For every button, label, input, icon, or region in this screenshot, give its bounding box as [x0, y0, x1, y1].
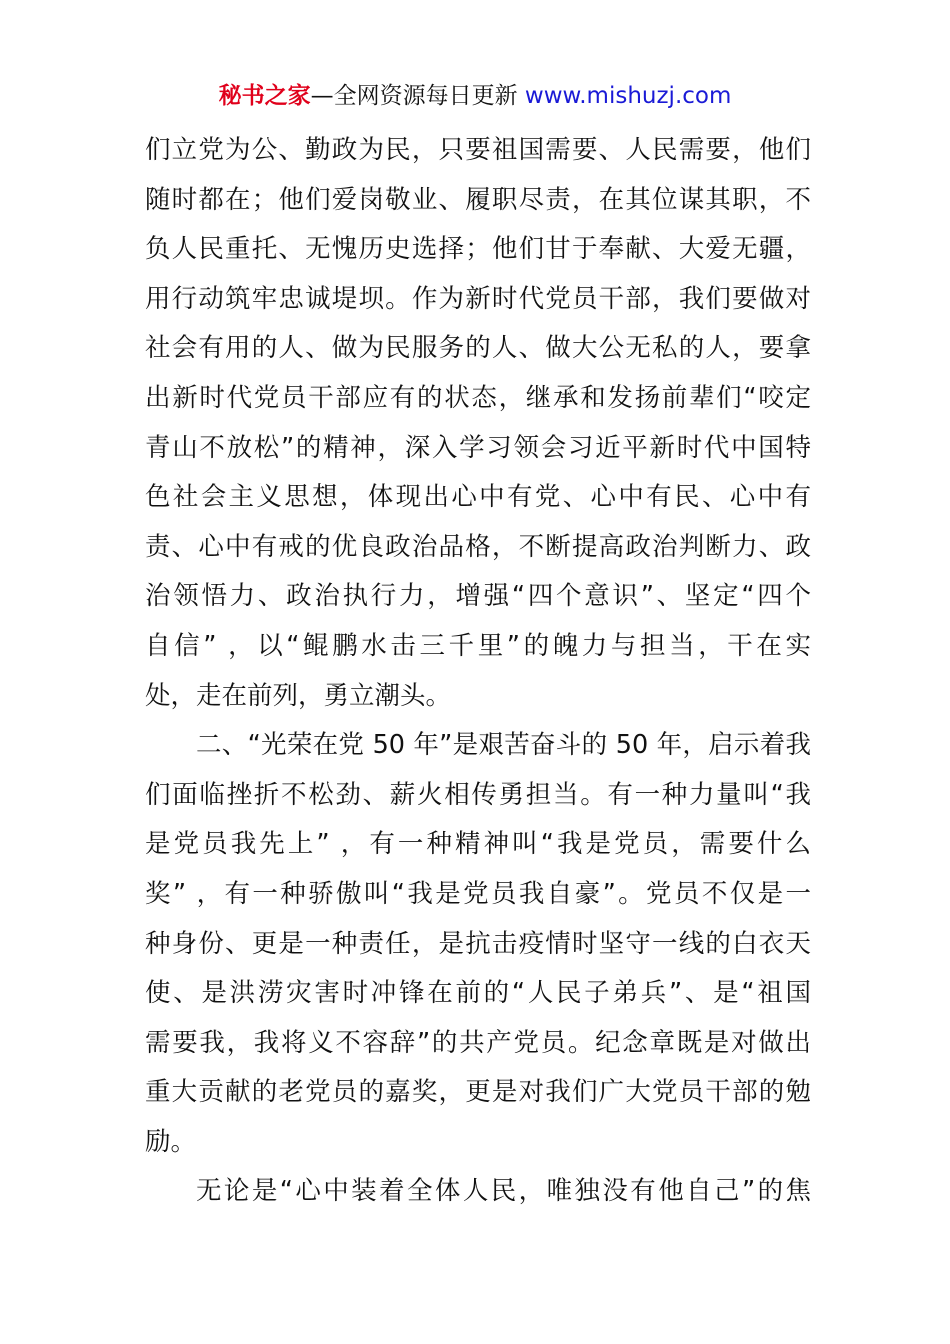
- text-line: 二、“光荣在党 50 年”是艰苦奋斗的 50 年，启示着我: [196, 730, 811, 761]
- text-line: 负人民重托、无愧历史选择；他们甘于奉献、大爱无疆，: [145, 234, 811, 265]
- text-line: 出新时代党员干部应有的状态，继承和发扬前辈们“咬定: [145, 382, 811, 413]
- text-line: 奖” ，有一种骄傲叫“我是党员我自豪”。党员不仅是一: [145, 878, 811, 909]
- text-line: 种身份、更是一种责任，是抗击疫情时坚守一线的白衣天: [145, 928, 811, 959]
- text-line: 青山不放松”的精神，深入学习领会习近平新时代中国特: [145, 432, 811, 463]
- text-line: 社会有用的人、做为民服务的人、做大公无私的人，要拿: [145, 333, 811, 364]
- document-header: [0, 80, 950, 112]
- text-line: 无论是“心中装着全体人民，唯独没有他自己”的焦: [196, 1176, 811, 1207]
- text-line: 们立党为公、勤政为民，只要祖国需要、人民需要，他们: [145, 135, 811, 165]
- text-line: 责、心中有戒的优良政治品格，不断提高政治判断力、政: [145, 531, 811, 562]
- text-line: 使、是洪涝灾害时冲锋在前的“人民子弟兵”、是“祖国: [145, 978, 811, 1009]
- text-line: 需要我，我将义不容辞”的共产党员。纪念章既是对做出: [145, 1027, 811, 1058]
- text-line: 处，走在前列，勇立潮头。: [145, 680, 452, 711]
- brand-name: 秘书之家: [218, 83, 311, 109]
- text-line: 色社会主义思想，体现出心中有党、心中有民、心中有: [145, 482, 811, 513]
- text-line: 们面临挫折不松劲、薪火相传勇担当。有一种力量叫“我: [145, 779, 811, 810]
- header-tagline: —全网资源每日更新: [310, 83, 518, 109]
- text-line: 是党员我先上” ，有一种精神叫“我是党员，需要什么: [145, 829, 811, 860]
- text-line: 重大贡献的老党员的嘉奖，更是对我们广大党员干部的勉: [145, 1077, 811, 1108]
- document-body: [145, 126, 811, 1217]
- text-line: 随时都在；他们爱岗敬业、履职尽责，在其位谋其职，不: [145, 184, 811, 215]
- text-line: 用行动筑牢忠诚堤坝。作为新时代党员干部，我们要做对: [145, 283, 811, 314]
- text-line: 自信” ，以“鲲鹏水击三千里”的魄力与担当，干在实: [145, 630, 811, 661]
- text-line: 励。: [145, 1126, 197, 1157]
- website-link[interactable]: www.mishuzj.com: [524, 83, 732, 109]
- text-line: 治领悟力、政治执行力，增强“四个意识”、坚定“四个: [145, 581, 811, 612]
